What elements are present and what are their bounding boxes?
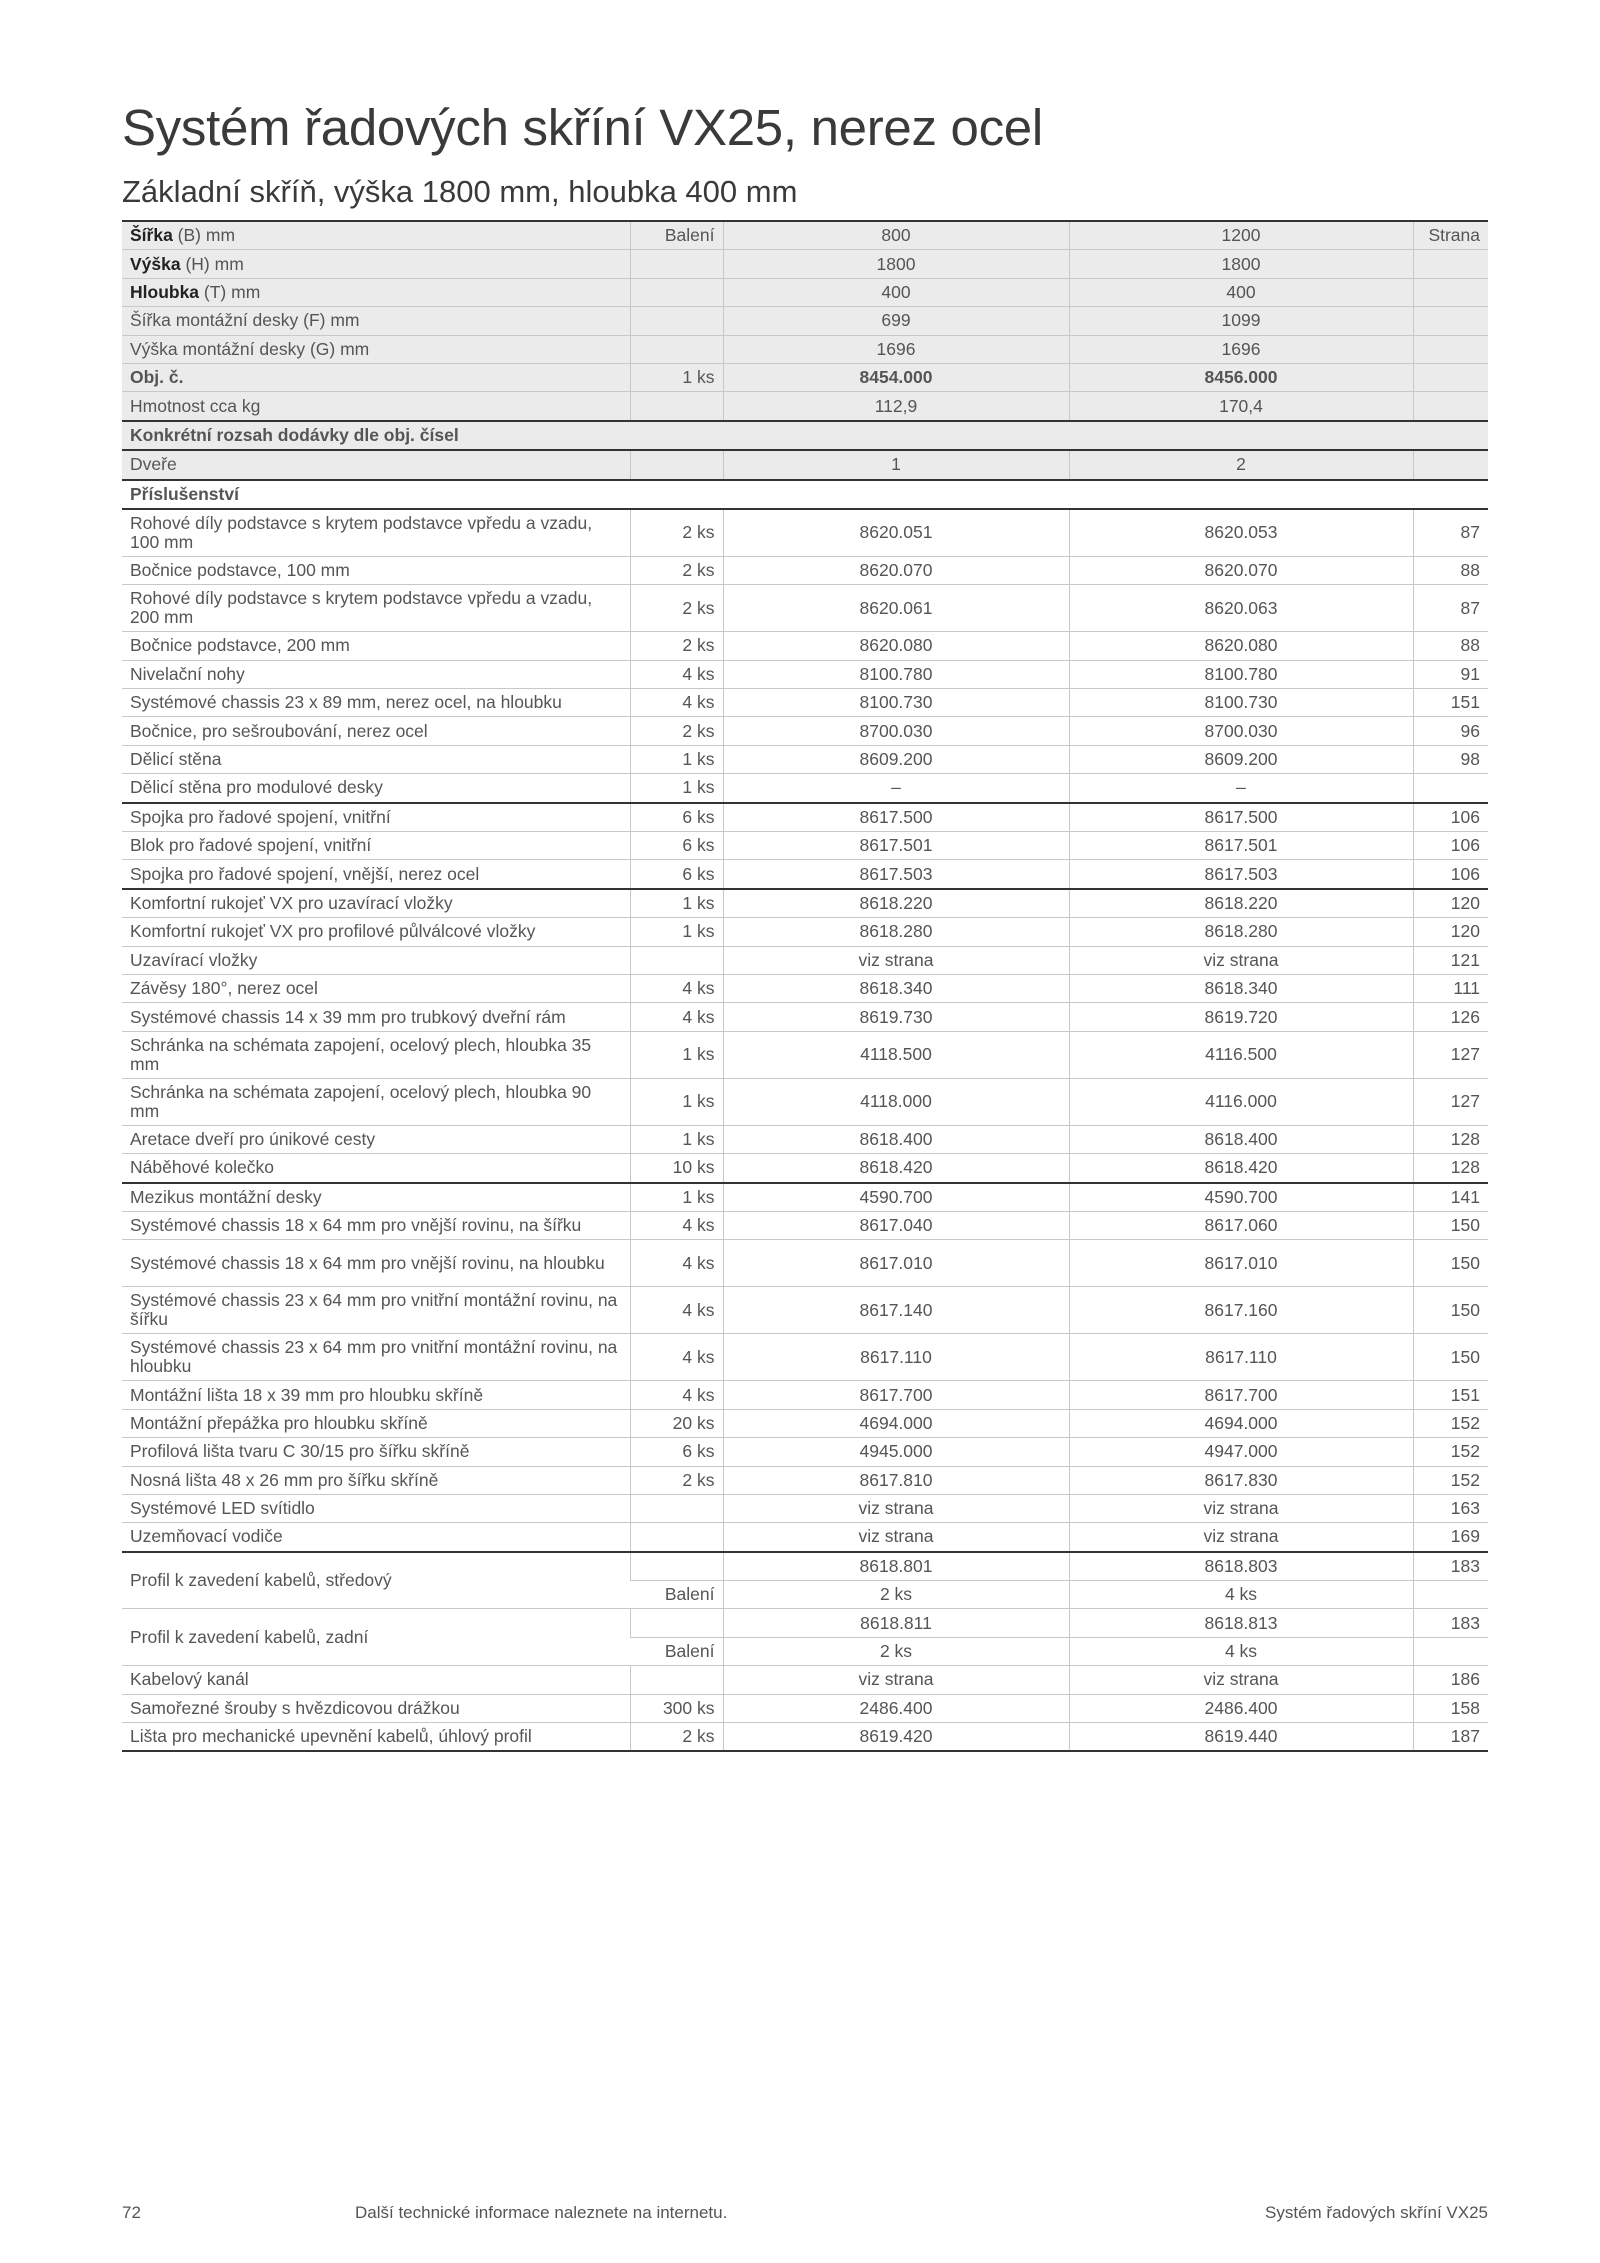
accessory-row [122,556,1488,584]
accessory-name: Uzavírací vložky [122,946,630,974]
accessory-page: 106 [1413,832,1488,860]
spec-label-text: (H) mm [180,253,244,274]
accessory-row [122,974,1488,1002]
cable-profile-pack-blank [630,1609,723,1637]
accessory-number-1200: 8618.340 [1069,974,1413,1002]
accessory-row [122,774,1488,803]
spec-page [1413,307,1488,335]
spec-value-800: 1696 [723,335,1069,363]
accessory-page: 128 [1413,1125,1488,1153]
accessory-name: Systémové LED svítidlo [122,1494,630,1522]
accessory-name: Schránka na schémata zapojení, ocelový plech, hloubka 35 mm [122,1031,630,1078]
accessory-pack: 4 ks [630,1211,723,1239]
order-page [1413,363,1488,391]
accessory-pack: 20 ks [630,1409,723,1437]
cable-profile-pack-800: 2 ks [723,1637,1069,1665]
accessory-name: Lišta pro mechanické upevnění kabelů, úhlový profil [122,1723,630,1752]
spec-value-800: 400 [723,278,1069,306]
accessory-page: 152 [1413,1466,1488,1494]
accessory-page: 87 [1413,585,1488,632]
accessory-row [122,1466,1488,1494]
accessory-name: Systémové chassis 18 x 64 mm pro vnější rovinu, na hloubku [122,1240,630,1287]
accessory-number-1200: 8620.070 [1069,556,1413,584]
accessories-heading: Příslušenství [122,480,1488,509]
accessory-number-1200: – [1069,774,1413,803]
accessory-pack: 4 ks [630,1381,723,1409]
spec-row [122,335,1488,363]
spec-page [1413,335,1488,363]
accessory-row [122,1409,1488,1437]
cable-profile-number-800: 8618.811 [723,1609,1069,1637]
accessory-row [122,509,1488,557]
accessory-number-1200: 8609.200 [1069,745,1413,773]
accessory-number-1200: viz strana [1069,1494,1413,1522]
doors-1200: 2 [1069,450,1413,479]
accessory-number-800: 4118.000 [723,1078,1069,1125]
accessory-pack: 4 ks [630,1240,723,1287]
accessory-page [1413,774,1488,803]
accessory-number-800: 8100.780 [723,660,1069,688]
accessory-page: 121 [1413,946,1488,974]
accessory-row [122,1154,1488,1183]
accessory-number-800: 8618.340 [723,974,1069,1002]
accessory-page: 163 [1413,1494,1488,1522]
accessory-name: Spojka pro řadové spojení, vnitřní [122,803,630,832]
accessory-row [122,1078,1488,1125]
spec-value-1200: 400 [1069,278,1413,306]
accessory-number-800: 4945.000 [723,1438,1069,1466]
accessory-pack [630,1494,723,1522]
accessory-number-1200: 8620.063 [1069,585,1413,632]
spec-row [122,250,1488,278]
header-row [122,221,1488,250]
width-1200: 1200 [1069,221,1413,250]
accessory-row [122,660,1488,688]
cable-profile-row [122,1552,1488,1581]
accessory-number-800: viz strana [723,946,1069,974]
footer-note: Další technické informace naleznete na internetu. [355,2203,728,2222]
accessory-pack [630,1523,723,1552]
accessory-number-800: 8617.500 [723,803,1069,832]
accessory-name: Samořezné šrouby s hvězdicovou drážkou [122,1694,630,1722]
accessory-number-800: 8617.700 [723,1381,1069,1409]
spec-table-body [122,221,1488,1751]
accessory-row [122,745,1488,773]
accessory-page: 88 [1413,556,1488,584]
accessory-pack: 4 ks [630,1287,723,1334]
spec-label-text: Výška montážní desky (G) mm [130,338,370,359]
accessory-row [122,1723,1488,1752]
accessory-pack [630,1666,723,1694]
accessory-number-1200: 8618.420 [1069,1154,1413,1183]
accessory-name: Uzemňovací vodiče [122,1523,630,1552]
spec-value-1200: 1696 [1069,335,1413,363]
accessory-row [122,1183,1488,1212]
accessory-number-800: 8619.420 [723,1723,1069,1752]
accessory-pack: 2 ks [630,1723,723,1752]
accessory-pack: 6 ks [630,860,723,889]
spec-pack [630,307,723,335]
accessory-number-800: viz strana [723,1523,1069,1552]
accessory-name: Nosná lišta 48 x 26 mm pro šířku skříně [122,1466,630,1494]
accessory-page: 106 [1413,860,1488,889]
spec-label [122,250,630,278]
accessory-number-1200: 4947.000 [1069,1438,1413,1466]
spec-page [1413,250,1488,278]
spec-value-1200: 1800 [1069,250,1413,278]
weight-label: Hmotnost cca kg [122,392,630,421]
spec-label [122,335,630,363]
accessory-row [122,918,1488,946]
spec-label-text: (T) mm [199,281,261,302]
accessory-number-1200: 4116.500 [1069,1031,1413,1078]
accessory-page: 152 [1413,1438,1488,1466]
page-header: Strana [1413,221,1488,250]
cable-profile-page: 183 [1413,1552,1488,1581]
accessory-row [122,1694,1488,1722]
accessory-number-800: 8618.280 [723,918,1069,946]
accessory-page: 186 [1413,1666,1488,1694]
accessory-name: Komfortní rukojeť VX pro profilové půlválcové vložky [122,918,630,946]
accessory-number-800: 8609.200 [723,745,1069,773]
accessory-pack: 1 ks [630,1031,723,1078]
accessory-name: Bočnice, pro sešroubování, nerez ocel [122,717,630,745]
accessory-pack: 1 ks [630,1078,723,1125]
page-number: 72 [122,2203,141,2222]
accessory-name: Náběhové kolečko [122,1154,630,1183]
accessory-number-1200: 8619.720 [1069,1003,1413,1031]
accessory-page: 111 [1413,974,1488,1002]
accessory-name: Dělicí stěna [122,745,630,773]
accessory-page: 87 [1413,509,1488,557]
accessory-pack: 4 ks [630,1334,723,1381]
accessory-row [122,1287,1488,1334]
accessory-page: 126 [1413,1003,1488,1031]
spec-row [122,278,1488,306]
order-number-1200: 8456.000 [1069,363,1413,391]
accessory-number-800: 8618.220 [723,889,1069,918]
spec-value-800: 1800 [723,250,1069,278]
packaging-header: Balení [630,221,723,250]
weight-row [122,392,1488,421]
spec-table [122,220,1488,1752]
accessory-page: 120 [1413,889,1488,918]
accessory-number-1200: 4590.700 [1069,1183,1413,1212]
accessory-pack: 2 ks [630,632,723,660]
accessory-number-1200: 8700.030 [1069,717,1413,745]
accessory-row [122,689,1488,717]
cable-profile-pack-1200: 4 ks [1069,1637,1413,1665]
accessory-pack: 300 ks [630,1694,723,1722]
accessory-number-1200: 8617.503 [1069,860,1413,889]
accessory-page: 150 [1413,1211,1488,1239]
accessory-number-1200: 8619.440 [1069,1723,1413,1752]
accessory-row [122,1031,1488,1078]
doors-pack [630,450,723,479]
accessory-number-1200: 8620.053 [1069,509,1413,557]
accessory-number-800: 8617.110 [723,1334,1069,1381]
accessory-row [122,632,1488,660]
accessory-row [122,946,1488,974]
accessory-page: 169 [1413,1523,1488,1552]
accessory-row [122,1334,1488,1381]
spec-pack [630,250,723,278]
accessory-name: Bočnice podstavce, 200 mm [122,632,630,660]
cable-profile-pack-blank [630,1552,723,1581]
doors-page [1413,450,1488,479]
accessory-number-800: – [723,774,1069,803]
accessory-name: Montážní lišta 18 x 39 mm pro hloubku skříně [122,1381,630,1409]
doors-label: Dveře [122,450,630,479]
spec-page [1413,278,1488,306]
accessory-pack: 4 ks [630,689,723,717]
accessory-page: 150 [1413,1287,1488,1334]
accessory-pack: 1 ks [630,889,723,918]
accessory-name: Dělicí stěna pro modulové desky [122,774,630,803]
accessory-page: 150 [1413,1240,1488,1287]
accessory-number-1200: 4694.000 [1069,1409,1413,1437]
accessory-page: 120 [1413,918,1488,946]
cable-profile-number-1200: 8618.803 [1069,1552,1413,1581]
spec-label [122,278,630,306]
accessory-row [122,1494,1488,1522]
accessory-row [122,1666,1488,1694]
accessory-number-1200: 8618.280 [1069,918,1413,946]
accessory-name: Profilová lišta tvaru C 30/15 pro šířku skříně [122,1438,630,1466]
accessory-number-1200: viz strana [1069,946,1413,974]
spec-label-bold: Výška [130,253,181,274]
accessory-number-1200: 8617.830 [1069,1466,1413,1494]
accessory-name: Systémové chassis 23 x 64 mm pro vnitřní montážní rovinu, na hloubku [122,1334,630,1381]
accessory-number-800: 8620.051 [723,509,1069,557]
accessory-page: 96 [1413,717,1488,745]
accessory-pack: 6 ks [630,1438,723,1466]
accessory-name: Nivelační nohy [122,660,630,688]
accessory-row [122,585,1488,632]
accessory-number-1200: viz strana [1069,1523,1413,1552]
accessory-page: 141 [1413,1183,1488,1212]
cable-profile-page: 183 [1413,1609,1488,1637]
order-number-800: 8454.000 [723,363,1069,391]
weight-1200: 170,4 [1069,392,1413,421]
accessory-number-1200: 8617.500 [1069,803,1413,832]
accessory-number-1200: 8617.160 [1069,1287,1413,1334]
cable-profile-name: Profil k zavedení kabelů, středový [122,1552,630,1609]
accessory-page: 151 [1413,689,1488,717]
accessory-number-1200: 8617.010 [1069,1240,1413,1287]
accessory-number-1200: 4116.000 [1069,1078,1413,1125]
accessory-page: 106 [1413,803,1488,832]
accessory-number-1200: 8617.060 [1069,1211,1413,1239]
cable-profile-pack-1200: 4 ks [1069,1581,1413,1609]
accessory-number-800: 4694.000 [723,1409,1069,1437]
accessory-pack [630,946,723,974]
accessory-name: Systémové chassis 14 x 39 mm pro trubkový dveřní rám [122,1003,630,1031]
doors-800: 1 [723,450,1069,479]
accessory-number-1200: 8100.780 [1069,660,1413,688]
accessory-row [122,1125,1488,1153]
accessory-number-800: 8620.070 [723,556,1069,584]
accessory-number-1200: 8617.700 [1069,1381,1413,1409]
accessory-pack: 4 ks [630,974,723,1002]
accessory-pack: 2 ks [630,585,723,632]
spec-label-bold: Hloubka [130,281,200,302]
cable-profile-pack-label: Balení [630,1637,723,1665]
accessory-row [122,803,1488,832]
scope-heading-row [122,421,1488,450]
spec-pack [630,335,723,363]
accessory-pack: 2 ks [630,1466,723,1494]
page-title: Systém řadových skříní VX25, nerez ocel [122,99,1043,156]
accessory-row [122,1438,1488,1466]
cable-profile-number-1200: 8618.813 [1069,1609,1413,1637]
cable-profile-number-800: 8618.801 [723,1552,1069,1581]
order-row [122,363,1488,391]
weight-800: 112,9 [723,392,1069,421]
accessory-name: Komfortní rukojeť VX pro uzavírací vložky [122,889,630,918]
accessory-pack: 1 ks [630,1183,723,1212]
cable-profile-row [122,1609,1488,1637]
cable-profile-pack-800: 2 ks [723,1581,1069,1609]
accessory-page: 127 [1413,1078,1488,1125]
accessory-name: Rohové díly podstavce s krytem podstavce vpředu a vzadu, 200 mm [122,585,630,632]
accessory-number-1200: 8618.400 [1069,1125,1413,1153]
accessory-pack: 1 ks [630,745,723,773]
accessory-number-800: 8100.730 [723,689,1069,717]
accessory-number-800: 8620.080 [723,632,1069,660]
accessory-name: Závěsy 180°, nerez ocel [122,974,630,1002]
accessory-row [122,717,1488,745]
accessory-number-800: 8617.010 [723,1240,1069,1287]
accessory-name: Aretace dveří pro únikové cesty [122,1125,630,1153]
accessory-number-1200: 8617.501 [1069,832,1413,860]
accessory-name: Systémové chassis 23 x 64 mm pro vnitřní montážní rovinu, na šířku [122,1287,630,1334]
accessory-number-1200: 2486.400 [1069,1694,1413,1722]
width-800: 800 [723,221,1069,250]
accessory-page: 187 [1413,1723,1488,1752]
spec-row [122,307,1488,335]
accessory-row [122,1211,1488,1239]
accessory-page: 128 [1413,1154,1488,1183]
accessory-page: 158 [1413,1694,1488,1722]
accessory-page: 98 [1413,745,1488,773]
accessory-row [122,1003,1488,1031]
spec-label [122,307,630,335]
page-subtitle: Základní skříň, výška 1800 mm, hloubka 400 mm [122,174,798,209]
accessory-name: Montážní přepážka pro hloubku skříně [122,1409,630,1437]
accessory-page: 127 [1413,1031,1488,1078]
accessory-pack: 4 ks [630,660,723,688]
accessory-pack: 2 ks [630,556,723,584]
cable-profile-pack-page [1413,1581,1488,1609]
accessory-number-1200: 8100.730 [1069,689,1413,717]
accessory-name: Blok pro řadové spojení, vnitřní [122,832,630,860]
accessory-row [122,860,1488,889]
accessory-name: Schránka na schémata zapojení, ocelový plech, hloubka 90 mm [122,1078,630,1125]
accessory-page: 91 [1413,660,1488,688]
accessory-name: Mezikus montážní desky [122,1183,630,1212]
accessory-pack: 6 ks [630,832,723,860]
accessories-heading-row [122,480,1488,509]
accessory-row [122,1381,1488,1409]
accessory-number-800: 8617.810 [723,1466,1069,1494]
cable-profile-name: Profil k zavedení kabelů, zadní [122,1609,630,1666]
order-pack: 1 ks [630,363,723,391]
accessory-page: 88 [1413,632,1488,660]
accessory-name: Systémové chassis 18 x 64 mm pro vnější rovinu, na šířku [122,1211,630,1239]
accessory-row [122,1240,1488,1287]
cable-profile-pack-label: Balení [630,1581,723,1609]
accessory-number-1200: 8620.080 [1069,632,1413,660]
accessory-number-800: 8617.503 [723,860,1069,889]
accessory-row [122,1523,1488,1552]
accessory-pack: 10 ks [630,1154,723,1183]
accessory-pack: 1 ks [630,918,723,946]
accessory-number-800: 8700.030 [723,717,1069,745]
accessory-page: 150 [1413,1334,1488,1381]
accessory-number-800: 2486.400 [723,1694,1069,1722]
weight-pack [630,392,723,421]
accessory-page: 152 [1413,1409,1488,1437]
accessory-pack: 6 ks [630,803,723,832]
accessory-name: Kabelový kanál [122,1666,630,1694]
accessory-pack: 1 ks [630,1125,723,1153]
accessory-number-800: 4118.500 [723,1031,1069,1078]
footer-series: Systém řadových skříní VX25 [1265,2203,1488,2222]
accessory-name: Spojka pro řadové spojení, vnější, nerez ocel [122,860,630,889]
accessory-number-800: 8617.501 [723,832,1069,860]
cable-profile-pack-page [1413,1637,1488,1665]
accessory-number-1200: viz strana [1069,1666,1413,1694]
accessory-number-800: viz strana [723,1494,1069,1522]
accessory-name: Rohové díly podstavce s krytem podstavce vpředu a vzadu, 100 mm [122,509,630,557]
spec-pack [630,278,723,306]
order-label: Obj. č. [122,363,630,391]
accessory-pack: 2 ks [630,509,723,557]
accessory-number-800: 8618.400 [723,1125,1069,1153]
weight-page [1413,392,1488,421]
accessory-number-800: 8618.420 [723,1154,1069,1183]
accessory-row [122,889,1488,918]
accessory-number-800: 8619.730 [723,1003,1069,1031]
accessory-number-800: 4590.700 [723,1183,1069,1212]
accessory-page: 151 [1413,1381,1488,1409]
accessory-number-800: viz strana [723,1666,1069,1694]
spec-value-800: 699 [723,307,1069,335]
accessory-pack: 2 ks [630,717,723,745]
accessory-number-800: 8617.040 [723,1211,1069,1239]
accessory-number-800: 8617.140 [723,1287,1069,1334]
spec-label-text: Šířka montážní desky (F) mm [130,310,360,331]
accessory-number-800: 8620.061 [723,585,1069,632]
accessory-row [122,832,1488,860]
scope-heading: Konkrétní rozsah dodávky dle obj. čísel [122,421,1488,450]
accessory-pack: 1 ks [630,774,723,803]
accessory-number-1200: 8618.220 [1069,889,1413,918]
accessory-name: Bočnice podstavce, 100 mm [122,556,630,584]
spec-value-1200: 1099 [1069,307,1413,335]
accessory-number-1200: 8617.110 [1069,1334,1413,1381]
accessory-name: Systémové chassis 23 x 89 mm, nerez ocel, na hloubku [122,689,630,717]
doors-row [122,450,1488,479]
width-label: Šířka (B) mm [122,221,630,250]
accessory-pack: 4 ks [630,1003,723,1031]
